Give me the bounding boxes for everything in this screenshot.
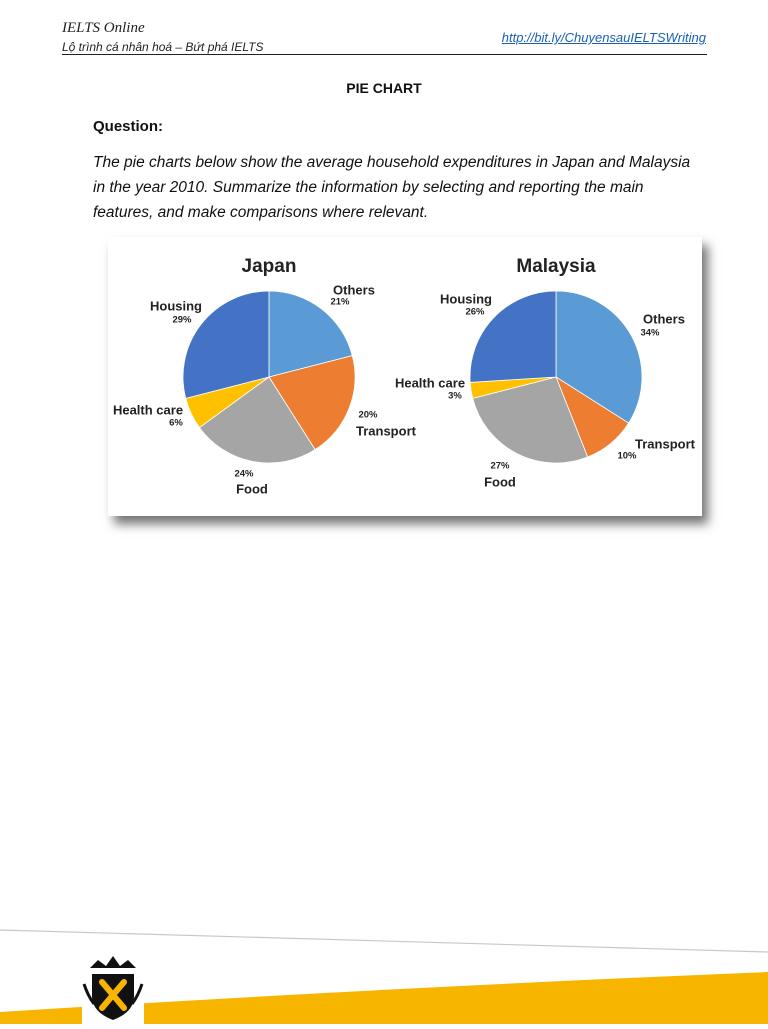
- footer: [0, 900, 768, 1024]
- japan-value-housing: 29%: [172, 314, 192, 326]
- malaysia-value-housing: 26%: [465, 306, 485, 318]
- question-text: The pie charts below show the average household expenditures in Japan and Malaysia in the year 2010. Summarize the information by selecting and reporting the main features, and make comparisons where relevant.: [93, 154, 691, 221]
- japan-value-transport: 20%: [358, 409, 378, 421]
- japan-value-health-care: 6%: [169, 417, 183, 429]
- footer-line: [0, 930, 768, 952]
- pie-charts-svg: [108, 237, 702, 516]
- malaysia-chart-title: Malaysia: [516, 255, 596, 277]
- crown-shield-x-icon: [82, 956, 144, 1024]
- malaysia-value-health-care: 3%: [448, 390, 462, 402]
- japan-label-food: Food: [236, 481, 268, 497]
- malaysia-value-transport: 10%: [617, 450, 637, 462]
- japan-chart-title: Japan: [241, 255, 297, 277]
- malaysia-label-housing: Housing: [440, 291, 492, 307]
- malaysia-value-others: 34%: [640, 327, 660, 339]
- japan-label-transport: Transport: [356, 423, 416, 439]
- malaysia-label-health-care: Health care: [394, 375, 466, 391]
- header-brand: IELTS Online: [62, 20, 145, 36]
- header-link[interactable]: http://bit.ly/ChuyensauIELTSWriting: [501, 30, 706, 45]
- malaysia-label-others: Others: [643, 311, 685, 327]
- malaysia-value-food: 27%: [490, 460, 510, 472]
- page-title: PIE CHART: [346, 80, 422, 96]
- pie-charts-figure: [108, 237, 702, 516]
- japan-value-food: 24%: [234, 468, 254, 480]
- header-tagline: Lộ trình cá nhân hoá – Bứt phá IELTS: [62, 40, 264, 54]
- japan-label-housing: Housing: [150, 298, 202, 314]
- japan-label-others: Others: [333, 282, 375, 298]
- footer-graphic: [0, 900, 768, 1024]
- malaysia-label-food: Food: [484, 474, 516, 490]
- japan-label-health-care: Health care: [112, 402, 184, 418]
- question-label: Question:: [93, 118, 163, 135]
- malaysia-label-transport: Transport: [635, 436, 695, 452]
- header-divider: [62, 54, 707, 55]
- japan-value-others: 21%: [330, 296, 350, 308]
